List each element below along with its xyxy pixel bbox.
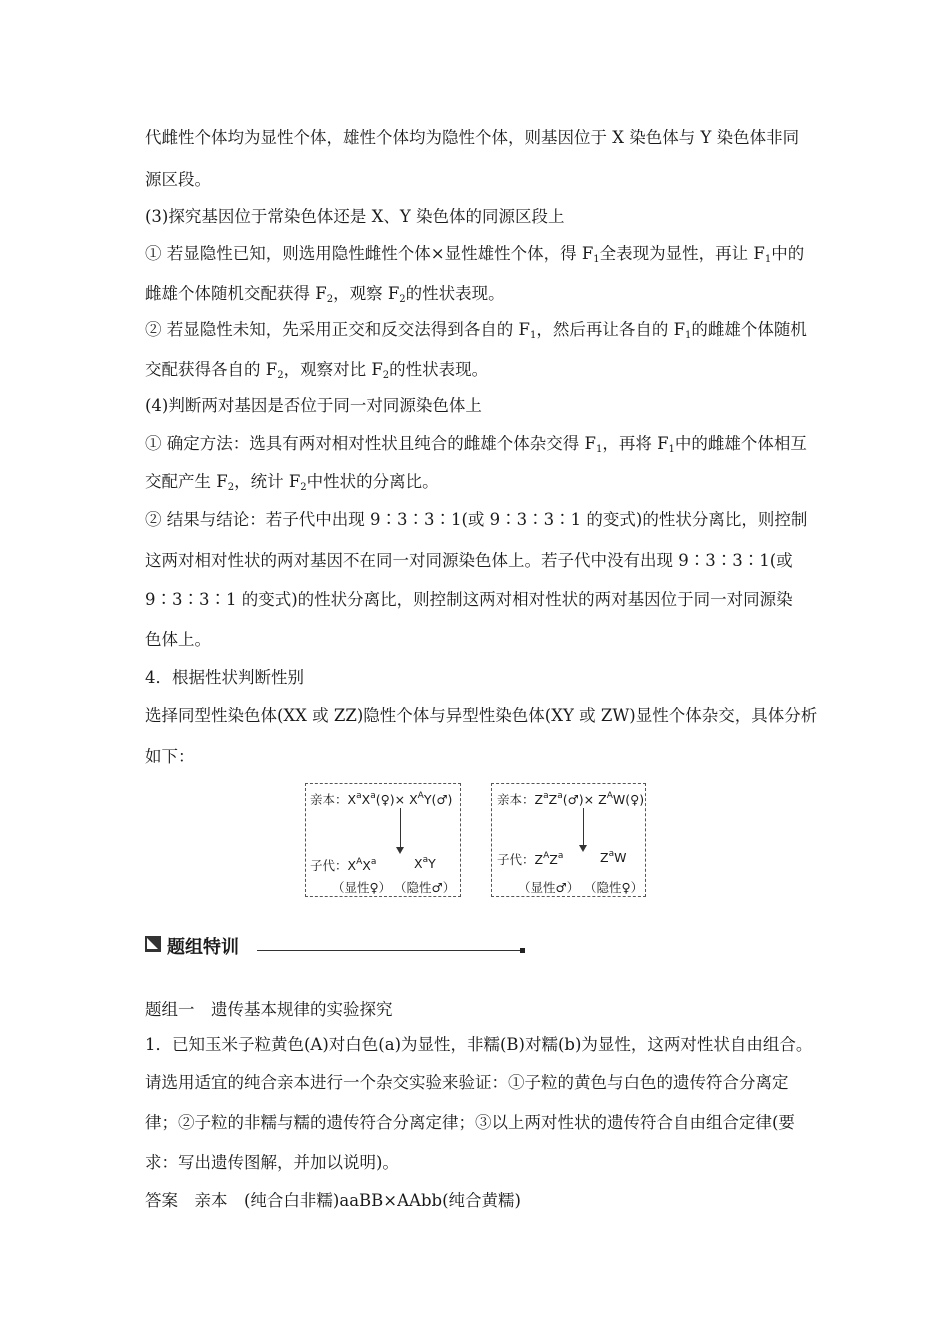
text-line: ② 结果与结论：若子代中出现 9∶3∶3∶1(或 9∶3∶3∶1 的变式)的性状分离比，则控制 xyxy=(145,510,808,529)
down-arrow xyxy=(400,808,401,848)
section-rule xyxy=(257,950,522,951)
text-line: 4．根据性状判断性别 xyxy=(145,668,304,687)
offspring-row: 子代：$Z^AZ^a$ xyxy=(497,851,564,867)
section-title: 题组特训 xyxy=(167,937,239,958)
pencil-corner-icon xyxy=(145,936,161,952)
offspring-note-male: （隐性♂） xyxy=(394,880,456,895)
offspring-note-female: （隐性♀） xyxy=(584,880,644,895)
offspring-male: $X^aY$ xyxy=(414,855,436,871)
text-line: ② 若显隐性未知，先采用正交和反交法得到各自的 $F_1$，然后再让各自的 $F_1$的雌雄个体随机 xyxy=(145,320,807,341)
text-line: 这两对相对性状的两对基因不在同一对同源染色体上。若子代中没有出现 9∶3∶3∶1(或 xyxy=(145,551,793,570)
text-line: ① 确定方法：选具有两对相对性状且纯合的雌雄个体杂交得 $F_1$，再将 $F_1$中的雌雄个体相互 xyxy=(145,434,807,455)
question-group-title: 题组一 遗传基本规律的实验探究 xyxy=(145,1000,393,1019)
text-line: 交配产生 $F_2$，统计 $F_2$中性状的分离比。 xyxy=(145,472,439,493)
text-line: 色体上。 xyxy=(145,630,211,649)
offspring-female: $Z^aW$ xyxy=(600,849,627,865)
cross-diagram-zw xyxy=(491,783,646,897)
offspring-row: 子代：$X^AX^a$ xyxy=(310,857,377,873)
question-line: 律；②子粒的非糯与糯的遗传符合分离定律；③以上两对性状的遗传符合自由组合定律(要 xyxy=(145,1113,795,1132)
down-arrow xyxy=(583,808,584,846)
text-line: 交配获得各自的 $F_2$，观察对比 $F_2$的性状表现。 xyxy=(145,360,489,381)
text-line: (4)判断两对基因是否位于同一对同源染色体上 xyxy=(145,396,482,415)
text-line: 9∶3∶3∶1 的变式)的性状分离比，则控制这两对相对性状的两对基因位于同一对同源染 xyxy=(145,590,793,609)
offspring-note-male: （显性♂） xyxy=(518,880,580,895)
text-line: ① 若显隐性已知，则选用隐性雌性个体×显性雄性个体，得 $F_1$全表现为显性，再让 $F_1$中的 xyxy=(145,244,805,265)
parent-row: 亲本：$Z^aZ^a(♂)\times$ $Z^AW(♀)$ xyxy=(497,791,645,807)
question-line: 1．已知玉米子粒黄色(A)对白色(a)为显性，非糯(B)对糯(b)为显性，这两对性状自由组合。 xyxy=(145,1035,813,1054)
text-line: 代雌性个体均为显性个体，雄性个体均为隐性个体，则基因位于 X 染色体与 Y 染色体非同 xyxy=(145,128,800,147)
parent-row: 亲本：$X^aX^a(♀)\times$ $X^AY(♂)$ xyxy=(310,791,453,807)
question-line: 求：写出遗传图解，并加以说明)。 xyxy=(145,1153,399,1172)
answer-line: 答案 亲本 (纯合白非糯)aaBB×AAbb(纯合黄糯) xyxy=(145,1191,521,1210)
question-line: 请选用适宜的纯合亲本进行一个杂交实验来验证：①子粒的黄色与白色的遗传符合分离定 xyxy=(145,1073,789,1092)
offspring-note-female: （显性♀） xyxy=(332,880,392,895)
text-line: 选择同型性染色体(XX 或 ZZ)隐性个体与异型性染色体(XY 或 ZW)显性个体杂交，具体分析 xyxy=(145,706,818,725)
text-line: 雌雄个体随机交配获得 $F_2$，观察 $F_2$的性状表现。 xyxy=(145,284,505,305)
cross-diagram-xy xyxy=(305,783,461,897)
text-line: 源区段。 xyxy=(145,170,211,189)
text-line: 如下： xyxy=(145,747,195,766)
text-line: (3)探究基因位于常染色体还是 X、Y 染色体的同源区段上 xyxy=(145,207,565,226)
section-rule-end xyxy=(520,948,525,953)
